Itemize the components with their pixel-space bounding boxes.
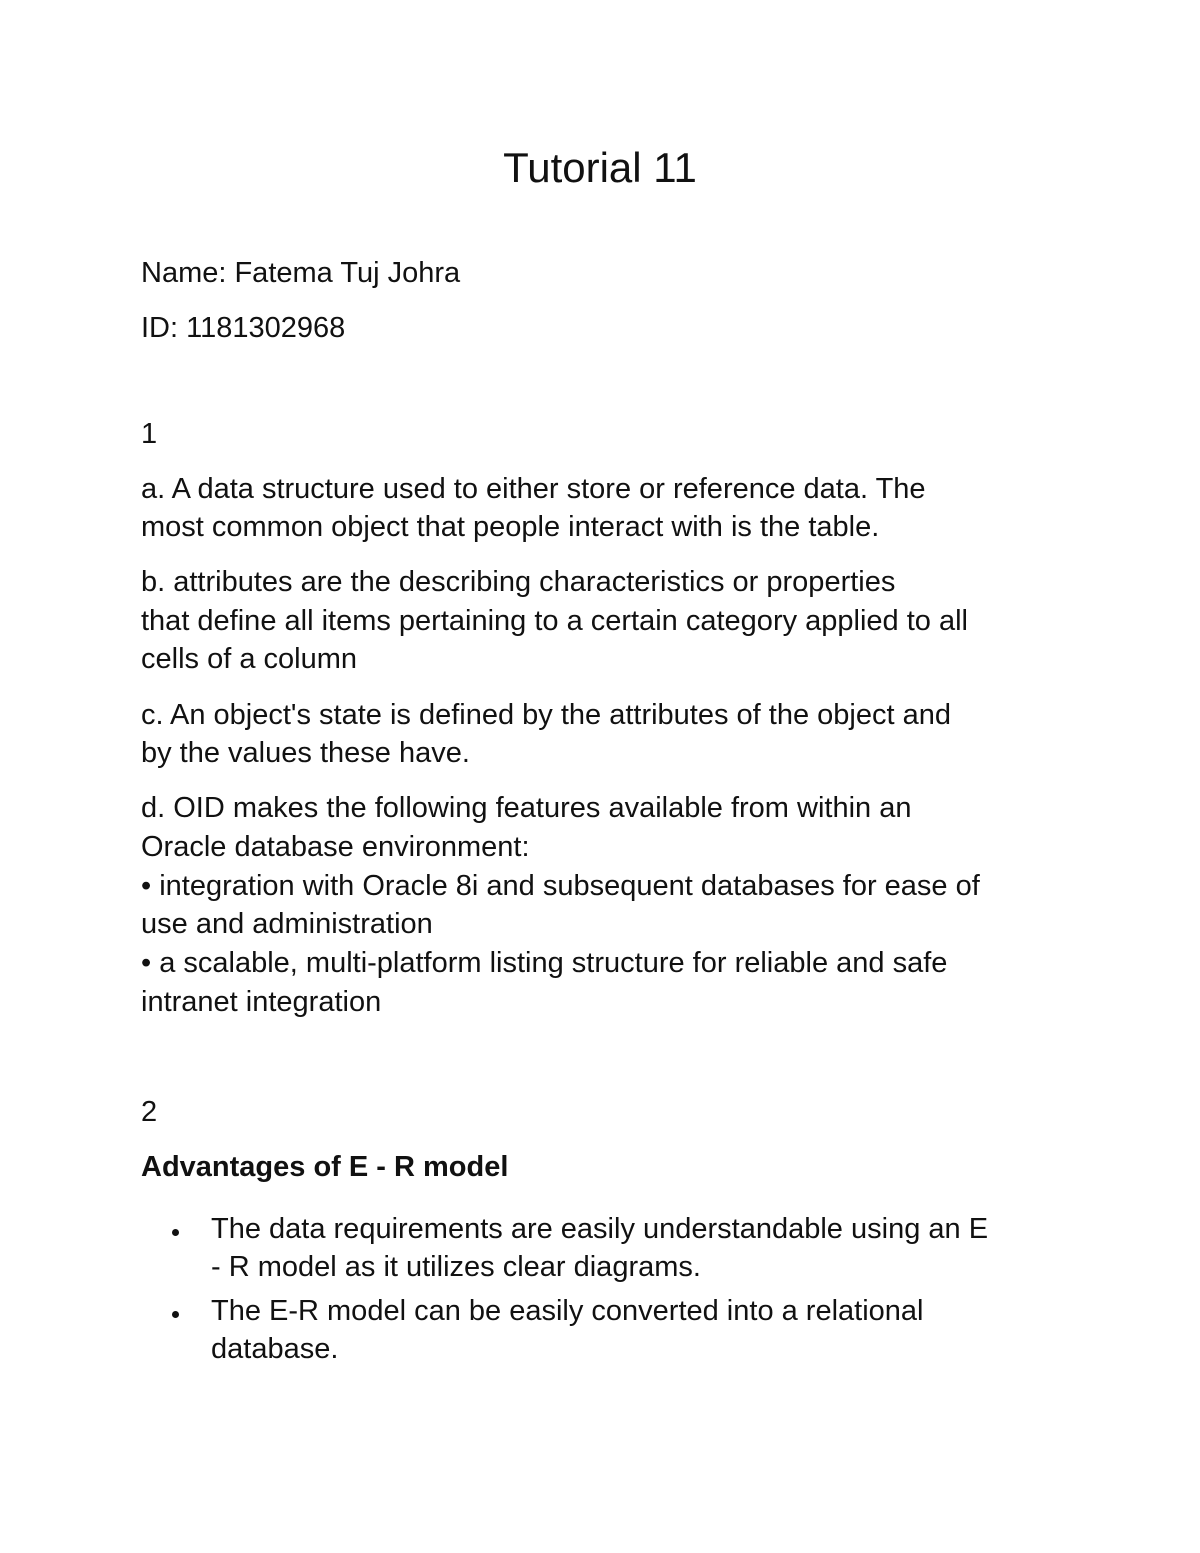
answer-d-line-2: Oracle database environment: [141,831,530,863]
section-2-number: 2 [141,1096,158,1128]
id-line: ID: 1181302968 [141,312,346,344]
bullet-2-line-2: database. [211,1333,339,1365]
name-line: Name: Fatema Tuj Johra [141,257,461,289]
answer-a-line-1: a. A data structure used to either store or reference data. The [141,473,926,505]
answer-d-line-1: d. OID makes the following features available from within an [141,792,912,824]
answer-b-line-3: cells of a column [141,643,357,675]
section-2-heading: Advantages of E - R model [141,1151,509,1183]
answer-d-line-5: • a scalable, multi-platform listing structure for reliable and safe [141,947,948,979]
bullet-2-line-1: The E-R model can be easily converted into a relational [211,1295,924,1327]
answer-c-line-2: by the values these have. [141,737,470,769]
answer-b-line-1: b. attributes are the describing characteristics or properties [141,566,896,598]
answer-d-line-3: • integration with Oracle 8i and subsequent databases for ease of [141,870,980,902]
answer-d-line-6: intranet integration [141,986,382,1018]
bullet-icon [172,1229,179,1236]
answer-b-line-2: that define all items pertaining to a certain category applied to all [141,605,968,637]
bullet-1-line-1: The data requirements are easily understandable using an E [211,1213,989,1245]
section-1-number: 1 [141,418,158,450]
bullet-1-line-2: - R model as it utilizes clear diagrams. [211,1251,701,1283]
bullet-icon [172,1311,179,1318]
answer-a-line-2: most common object that people interact with is the table. [141,511,880,543]
page-title: Tutorial 11 [503,144,697,191]
answer-d-line-4: use and administration [141,908,433,940]
answer-c-line-1: c. An object's state is defined by the attributes of the object and [141,699,951,731]
